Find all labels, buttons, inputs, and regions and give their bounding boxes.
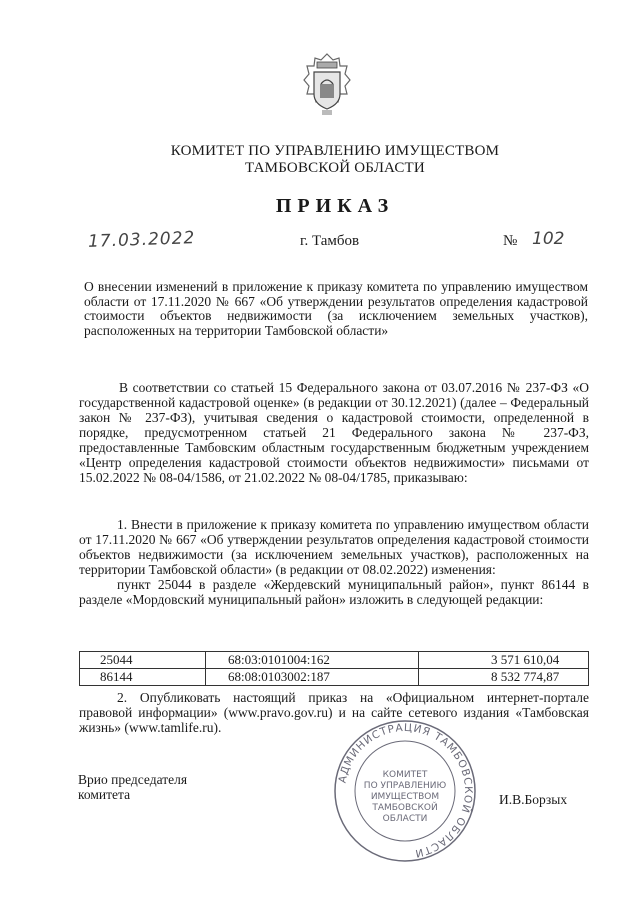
table-cell-value: 8 532 774,87 — [419, 669, 589, 686]
table-cell-number: 25044 — [80, 652, 206, 669]
coat-of-arms-icon — [300, 52, 354, 118]
organization-line-1: КОМИТЕТ ПО УПРАВЛЕНИЮ ИМУЩЕСТВОМ — [170, 143, 500, 159]
table-row — [80, 652, 589, 669]
preamble-paragraph: В соответствии со статьей 15 Федерального закона от 03.07.2016 № 237-ФЗ «О государственной кадастровой оценке» (в редакции от 30.12.2021) (далее – Федеральный закон № 237-ФЗ), учитывая сведения о кадастровой стоимости, определенной в порядке, предусмотренном статьей 21 Федерального закона № 237-ФЗ, предоставленные Тамбовским областным государственным бюджетным учреждением «Центр определения кадастровой стоимости объектов недвижимости» письмами от 15.02.2022 № 08-04/1586, от 21.02.2022 № 08-04/1785, приказываю: — [79, 380, 589, 485]
stamp-line: КОМИТЕТ — [382, 770, 428, 780]
organization-line-2: ТАМБОВСКОЙ ОБЛАСТИ — [245, 160, 425, 176]
cadastral-value-table — [79, 651, 589, 686]
handwritten-date: 17.03.2022 — [87, 228, 196, 252]
item-1-sub-paragraph: пункт 25044 в разделе «Жердевский муниципальный район», пункт 86144 в разделе «Мордовский муниципальный район» изложить в следующей редакции: — [79, 577, 589, 607]
table-cell-cadastral-number: 68:08:0103002:187 — [206, 669, 419, 686]
table-cell-value: 3 571 610,04 — [419, 652, 589, 669]
number-sign: № — [503, 233, 518, 249]
stamp-line: ИМУЩЕСТВОМ — [370, 792, 440, 802]
position-line-1: Врио председателя — [78, 772, 188, 787]
stamp-line: ОБЛАСТИ — [382, 814, 428, 824]
table-cell-number: 86144 — [80, 669, 206, 686]
order-subject: О внесении изменений в приложение к приказу комитета по управлению имуществом области от 17.11.2020 № 667 «Об утверждении результатов определения кадастровой стоимости объектов недвижимости (за исключением земельных участков), расположенных на территории Тамбовской области» — [84, 279, 588, 338]
organization-name — [120, 143, 550, 177]
stamp-inner-text — [362, 770, 448, 825]
item-1-paragraph: 1. Внести в приложение к приказу комитета по управлению имуществом области от 17.11.2020 № 667 «Об утверждении результатов определения кадастровой стоимости объектов недвижимости (за исключением земельных участков), расположенных на территории Тамбовской области» (в редакции от 08.02.2022) изменения: — [79, 517, 589, 577]
city: г. Тамбов — [300, 233, 360, 249]
preamble — [79, 380, 589, 485]
handwritten-number: 102 — [532, 229, 565, 249]
stamp-line: ТАМБОВСКОЙ — [372, 803, 438, 813]
signatory-position — [78, 772, 187, 802]
item-1 — [79, 517, 589, 607]
signatory-name: И.В.Борзых — [499, 792, 568, 807]
stamp-ring-text: АДМИНИСТРАЦИЯ ТАМБОВСКОЙ ОБЛАСТИ — [336, 721, 475, 860]
position-line-2: комитета — [78, 787, 131, 802]
stamp-line: ПО УПРАВЛЕНИЮ — [363, 781, 447, 791]
item-2-paragraph: 2. Опубликовать настоящий приказ на «Официальном интернет-портале правовой информации» (www.pravo.gov.ru) и на сайте сетевого издания «Тамбовская жизнь» (www.tamlife.ru). — [79, 690, 589, 735]
table-row — [80, 669, 589, 686]
table-cell-cadastral-number: 68:03:0101004:162 — [206, 652, 419, 669]
order-title: ПРИКАЗ — [275, 195, 395, 217]
